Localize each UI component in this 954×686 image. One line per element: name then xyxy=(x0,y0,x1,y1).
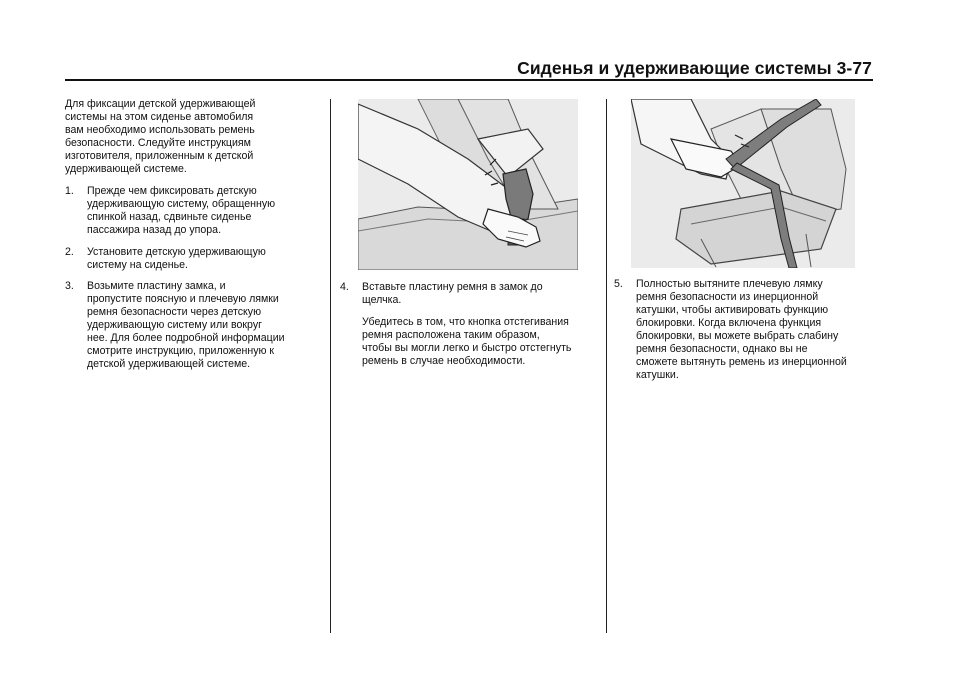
step-4-note xyxy=(362,316,602,368)
retractor-pull-figure xyxy=(631,99,855,268)
step-line: Возьмите пластину замка, и xyxy=(87,280,226,292)
step-line: пропустите поясную и плечевую лямки xyxy=(87,293,279,305)
intro-line: системы на этом сиденье автомобиля xyxy=(65,111,254,123)
step-number: 4. xyxy=(340,281,349,293)
hand-pulling-shoulder-belt-icon xyxy=(631,99,855,268)
step-number: 1. xyxy=(65,185,74,197)
step-text xyxy=(87,280,285,371)
step-line: сможете вытянуть ремень из инерционной xyxy=(636,356,847,368)
step-line: ремня безопасности, однако вы не xyxy=(636,343,808,355)
note-line: Убедитесь в том, что кнопка отстегивания xyxy=(362,316,569,328)
note-line: ремень в случае необходимости. xyxy=(362,355,526,367)
step-line: Прежде чем фиксировать детскую xyxy=(87,185,257,197)
step-number: 2. xyxy=(65,246,74,258)
column-divider-1 xyxy=(330,99,331,633)
intro-paragraph xyxy=(65,98,325,176)
step-text xyxy=(87,185,275,237)
step-line: Полностью вытяните плечевую лямку xyxy=(636,278,823,290)
step-number: 3. xyxy=(65,280,74,292)
intro-line: изготовителя, приложенным к детской xyxy=(65,150,254,162)
step-line: удерживающую систему или вокруг xyxy=(87,319,262,331)
intro-line: вам необходимо использовать ремень xyxy=(65,124,255,136)
step-number: 5. xyxy=(614,278,623,290)
step-text xyxy=(636,278,847,382)
step-line: блокировки, вы можете выбрать слабину xyxy=(636,330,839,342)
step-line: ремня безопасности из инерционной xyxy=(636,291,819,303)
intro-line: безопасности. Следуйте инструкциям xyxy=(65,137,251,149)
step-text xyxy=(87,246,266,272)
column-divider-2 xyxy=(606,99,607,633)
step-line: щелчка. xyxy=(362,294,402,306)
page-header-title: Сиденья и удерживающие системы 3-77 xyxy=(517,58,872,78)
step-text xyxy=(362,281,543,307)
step-line: спинкой назад, сдвиньте сиденье xyxy=(87,211,252,223)
header-rule xyxy=(65,79,873,81)
note-line: ремня расположена таким образом, xyxy=(362,329,540,341)
intro-line: удерживающей системе. xyxy=(65,163,187,175)
step-line: Установите детскую удерживающую xyxy=(87,246,266,258)
step-line: катушки. xyxy=(636,369,679,381)
step-line: Вставьте пластину ремня в замок до xyxy=(362,281,543,293)
step-line: смотрите инструкцию, приложенную к xyxy=(87,345,275,357)
buckle-insert-figure xyxy=(358,99,578,270)
step-line: систему на сиденье. xyxy=(87,259,188,271)
hand-inserting-buckle-icon xyxy=(358,99,578,270)
step-line: ремня безопасности через детскую xyxy=(87,306,262,318)
step-line: катушки, чтобы активировать функцию xyxy=(636,304,829,316)
step-line: нее. Для более подробной информации xyxy=(87,332,285,344)
step-line: детской удерживающей системе. xyxy=(87,358,251,370)
step-line: удерживающую систему, обращенную xyxy=(87,198,276,210)
step-line: пассажира назад до упора. xyxy=(87,224,222,236)
intro-line: Для фиксации детской удерживающей xyxy=(65,98,256,110)
note-line: чтобы вы могли легко и быстро отстегнуть xyxy=(362,342,572,354)
step-line: блокировки. Когда включена функция xyxy=(636,317,822,329)
